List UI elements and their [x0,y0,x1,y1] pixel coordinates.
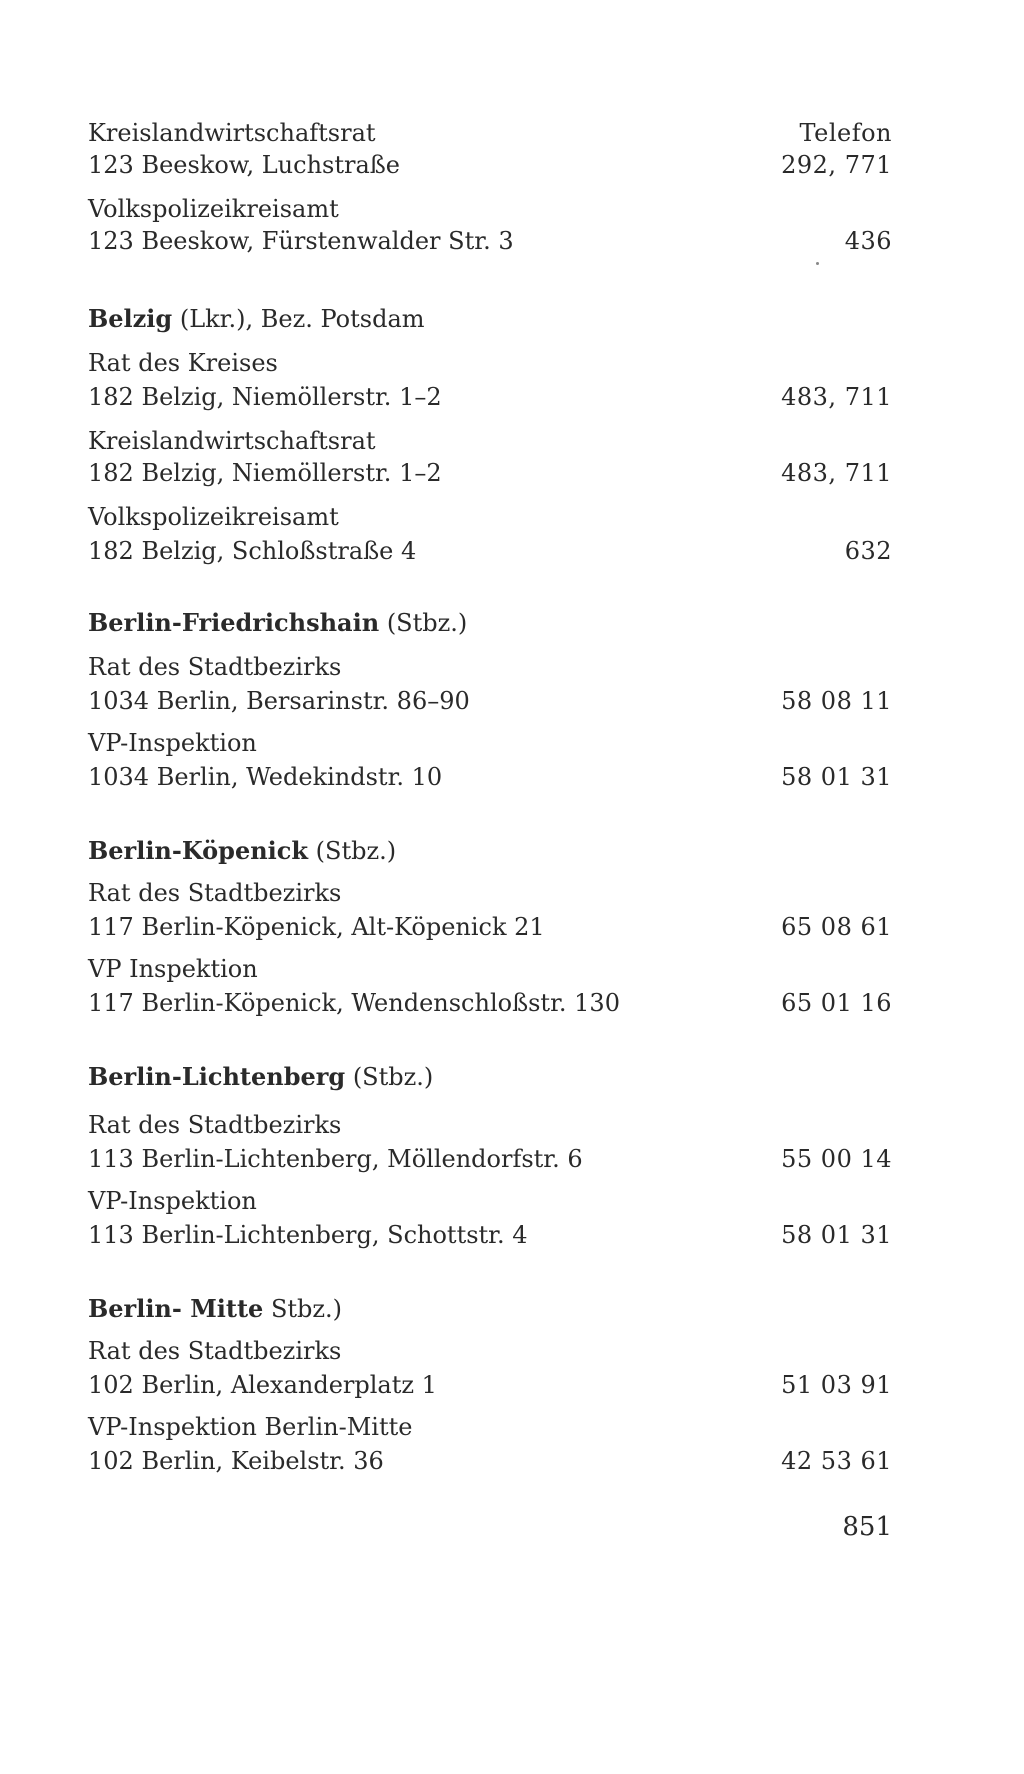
heading-rest: (Stbz.) [345,1063,434,1091]
entry-org-line [88,424,892,458]
phone-number: 632 [844,537,892,565]
phone-number: 42 53 61 [781,1447,892,1475]
org-name: Rat des Kreises [88,349,278,377]
org-name: Kreislandwirtschaftsrat [88,427,376,455]
address: 182 Belzig, Schloßstraße 4 [88,537,417,565]
address: 102 Berlin, Alexanderplatz 1 [88,1371,437,1399]
address: 182 Belzig, Niemöllerstr. 1–2 [88,383,442,411]
phone-number: 51 03 91 [781,1371,892,1399]
entry-address-line [88,1444,892,1478]
entry-address-line [88,224,892,258]
phone-number: 58 01 31 [781,763,892,791]
heading-rest: (Stbz.) [308,837,397,865]
phone-number: 292, 771 [781,151,892,179]
heading-rest: (Lkr.), Bez. Potsdam [172,305,425,333]
phone-number: 436 [844,227,892,255]
entry-address-line [88,684,892,718]
address: 1034 Berlin, Bersarinstr. 86–90 [88,687,470,715]
heading-name: Berlin-Friedrichshain [88,608,380,637]
org-name: VP Inspektion [88,955,258,983]
org-name: VP-Inspektion Berlin-Mitte [88,1413,413,1441]
phone-number: 483, 711 [781,383,892,411]
entry-address-line [88,148,892,182]
entry-address-line [88,910,892,944]
entry-address-line [88,1142,892,1176]
address: 102 Berlin, Keibelstr. 36 [88,1447,384,1475]
heading-name: Berlin-Lichtenberg [88,1062,346,1091]
section-heading [88,1060,892,1094]
entry-org-line [88,1334,892,1368]
org-name: Kreislandwirtschaftsrat [88,119,376,147]
heading-name: Berlin- Mitte [88,1294,264,1323]
entry-address-line [88,1218,892,1252]
entry-org-line [88,1410,892,1444]
section-heading [88,606,892,640]
address: 1034 Berlin, Wedekindstr. 10 [88,763,443,791]
entry-org-line [88,116,892,150]
entry-org-line [88,650,892,684]
page-number: 851 [842,1512,892,1542]
print-speck [816,262,819,265]
phone-number: 58 08 11 [781,687,892,715]
entry-address-line [88,1368,892,1402]
org-name: Rat des Stadtbezirks [88,1111,342,1139]
entry-org-line [88,876,892,910]
section-heading [88,1292,892,1326]
phone-number: 483, 711 [781,459,892,487]
org-name: Rat des Stadtbezirks [88,653,342,681]
entry-address-line [88,456,892,490]
entry-address-line [88,760,892,794]
entry-org-line [88,346,892,380]
address: 113 Berlin-Lichtenberg, Möllendorfstr. 6 [88,1145,583,1173]
org-name: VP-Inspektion [88,1187,257,1215]
org-name: Volkspolizeikreisamt [88,503,339,531]
address: 182 Belzig, Niemöllerstr. 1–2 [88,459,442,487]
org-name: VP-Inspektion [88,729,257,757]
heading-name: Berlin-Köpenick [88,836,309,865]
entry-org-line [88,1108,892,1142]
heading-name: Belzig [88,304,173,333]
entry-org-line [88,1184,892,1218]
phone-number: 55 00 14 [781,1145,892,1173]
phone-number: 65 08 61 [781,913,892,941]
heading-rest: Stbz.) [263,1295,343,1323]
address: 117 Berlin-Köpenick, Wendenschloßstr. 130 [88,989,620,1017]
telefon-header: Telefon [799,119,892,147]
entry-org-line [88,726,892,760]
org-name: Rat des Stadtbezirks [88,1337,342,1365]
org-name: Rat des Stadtbezirks [88,879,342,907]
entry-address-line [88,380,892,414]
address: 117 Berlin-Köpenick, Alt-Köpenick 21 [88,913,545,941]
entry-address-line [88,534,892,568]
address: 123 Beeskow, Luchstraße [88,151,401,179]
phone-number: 65 01 16 [781,989,892,1017]
phone-number: 58 01 31 [781,1221,892,1249]
entry-org-line [88,500,892,534]
org-name: Volkspolizeikreisamt [88,195,339,223]
section-heading [88,302,892,336]
section-heading [88,834,892,868]
address: 123 Beeskow, Fürstenwalder Str. 3 [88,227,514,255]
heading-rest: (Stbz.) [379,609,468,637]
entry-address-line [88,986,892,1020]
entry-org-line [88,192,892,226]
address: 113 Berlin-Lichtenberg, Schottstr. 4 [88,1221,528,1249]
entry-org-line [88,952,892,986]
